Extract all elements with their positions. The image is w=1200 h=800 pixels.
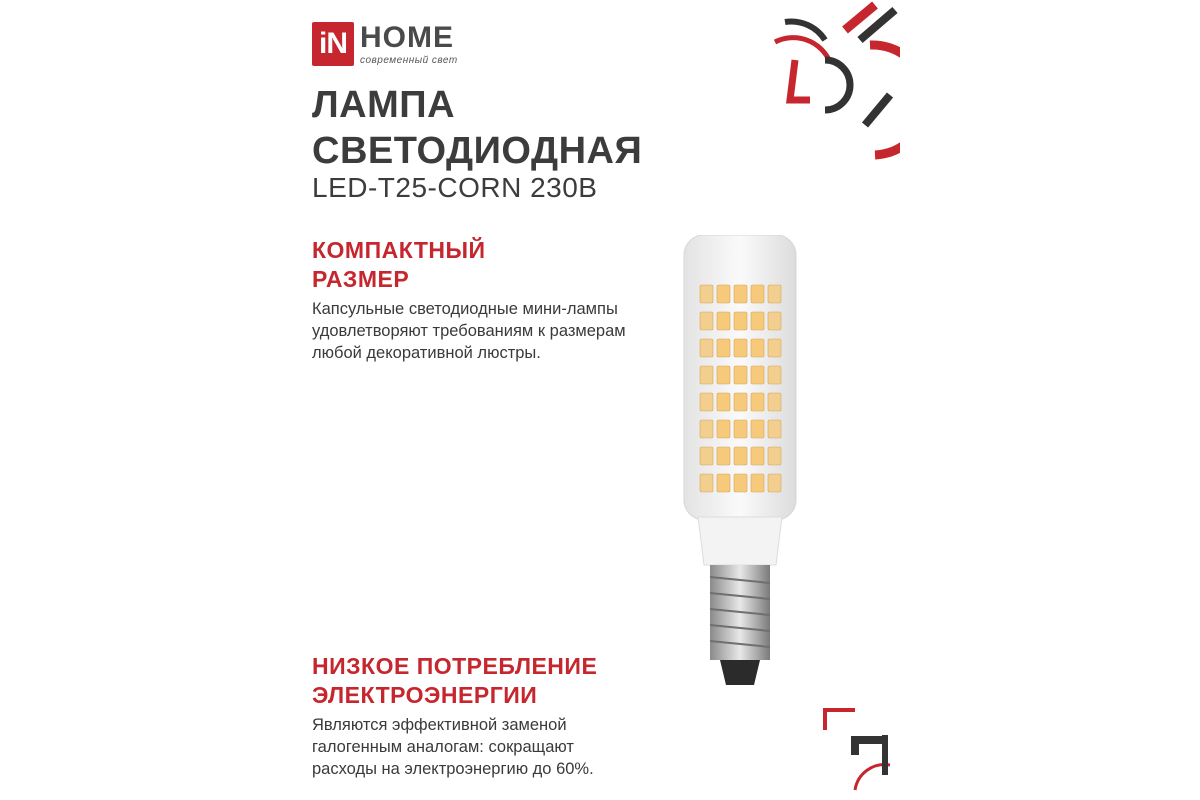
led-chip (717, 474, 730, 492)
led-chip (734, 366, 747, 384)
led-chip (751, 447, 764, 465)
led-chip (768, 285, 781, 303)
led-chip (700, 420, 713, 438)
feature-heading-compact (312, 236, 486, 294)
led-chip (734, 447, 747, 465)
led-chip (717, 447, 730, 465)
led-chip (751, 474, 764, 492)
led-chip (751, 393, 764, 411)
led-chip (734, 312, 747, 330)
brand-logo (312, 22, 458, 68)
decorative-shapes-top (770, 0, 900, 160)
feature-text-compact (312, 298, 652, 364)
led-chip (768, 447, 781, 465)
feature-text-line: любой декоративной люстры. (312, 344, 541, 362)
led-chip (717, 312, 730, 330)
feature-text-energy (312, 714, 652, 780)
led-chip (751, 312, 764, 330)
led-chip (768, 366, 781, 384)
led-chip (700, 447, 713, 465)
led-chip (717, 366, 730, 384)
led-chip (751, 285, 764, 303)
lamp-neck (698, 517, 782, 565)
product-model: LED-T25-CORN 230В (312, 172, 598, 203)
feature-text-line: расходы на электроэнергию до 60%. (312, 760, 594, 778)
brand-tagline: современный свет (360, 55, 458, 66)
led-chip (700, 339, 713, 357)
led-chip (717, 339, 730, 357)
led-chip (734, 474, 747, 492)
led-chip (700, 474, 713, 492)
led-chip (751, 339, 764, 357)
feature-heading-line: ЭЛЕКТРОЭНЕРГИИ (312, 682, 538, 708)
lamp-contact (720, 660, 760, 685)
led-chip (768, 339, 781, 357)
feature-text-line: Являются эффективной заменой (312, 716, 567, 734)
led-chip (700, 312, 713, 330)
feature-heading-line: РАЗМЕР (312, 266, 410, 292)
led-chip (734, 285, 747, 303)
led-chip (717, 420, 730, 438)
led-chip (768, 420, 781, 438)
brand-logo-box: iN (312, 22, 354, 66)
brand-wordmark (360, 22, 458, 54)
product-title-line1: ЛАМПА (312, 84, 456, 126)
product-title-line2: СВЕТОДИОДНАЯ (312, 130, 643, 172)
led-chip (751, 420, 764, 438)
feature-heading-line: КОМПАКТНЫЙ (312, 237, 486, 263)
feature-text-line: галогенным аналогам: сокращают (312, 738, 574, 756)
brand-word: HOME (360, 21, 454, 54)
led-chip (717, 285, 730, 303)
led-chip (751, 366, 764, 384)
led-chip (700, 285, 713, 303)
corn-lamp-image (670, 235, 810, 695)
decorative-shapes-bottom (815, 695, 905, 800)
brand-logo-text (360, 22, 458, 66)
feature-heading-line: НИЗКОЕ ПОТРЕБЛЕНИЕ (312, 653, 598, 679)
led-chip (700, 366, 713, 384)
led-chip (734, 393, 747, 411)
led-chip (768, 474, 781, 492)
feature-text-line: удовлетворяют требованиям к размерам (312, 322, 626, 340)
feature-text-line: Капсульные светодиодные мини-лампы (312, 300, 618, 318)
led-chip (700, 393, 713, 411)
led-chip (734, 420, 747, 438)
feature-heading-energy (312, 652, 597, 710)
led-chip (717, 393, 730, 411)
product-title (312, 82, 642, 174)
led-chip (768, 312, 781, 330)
led-chip (768, 393, 781, 411)
led-chip (734, 339, 747, 357)
